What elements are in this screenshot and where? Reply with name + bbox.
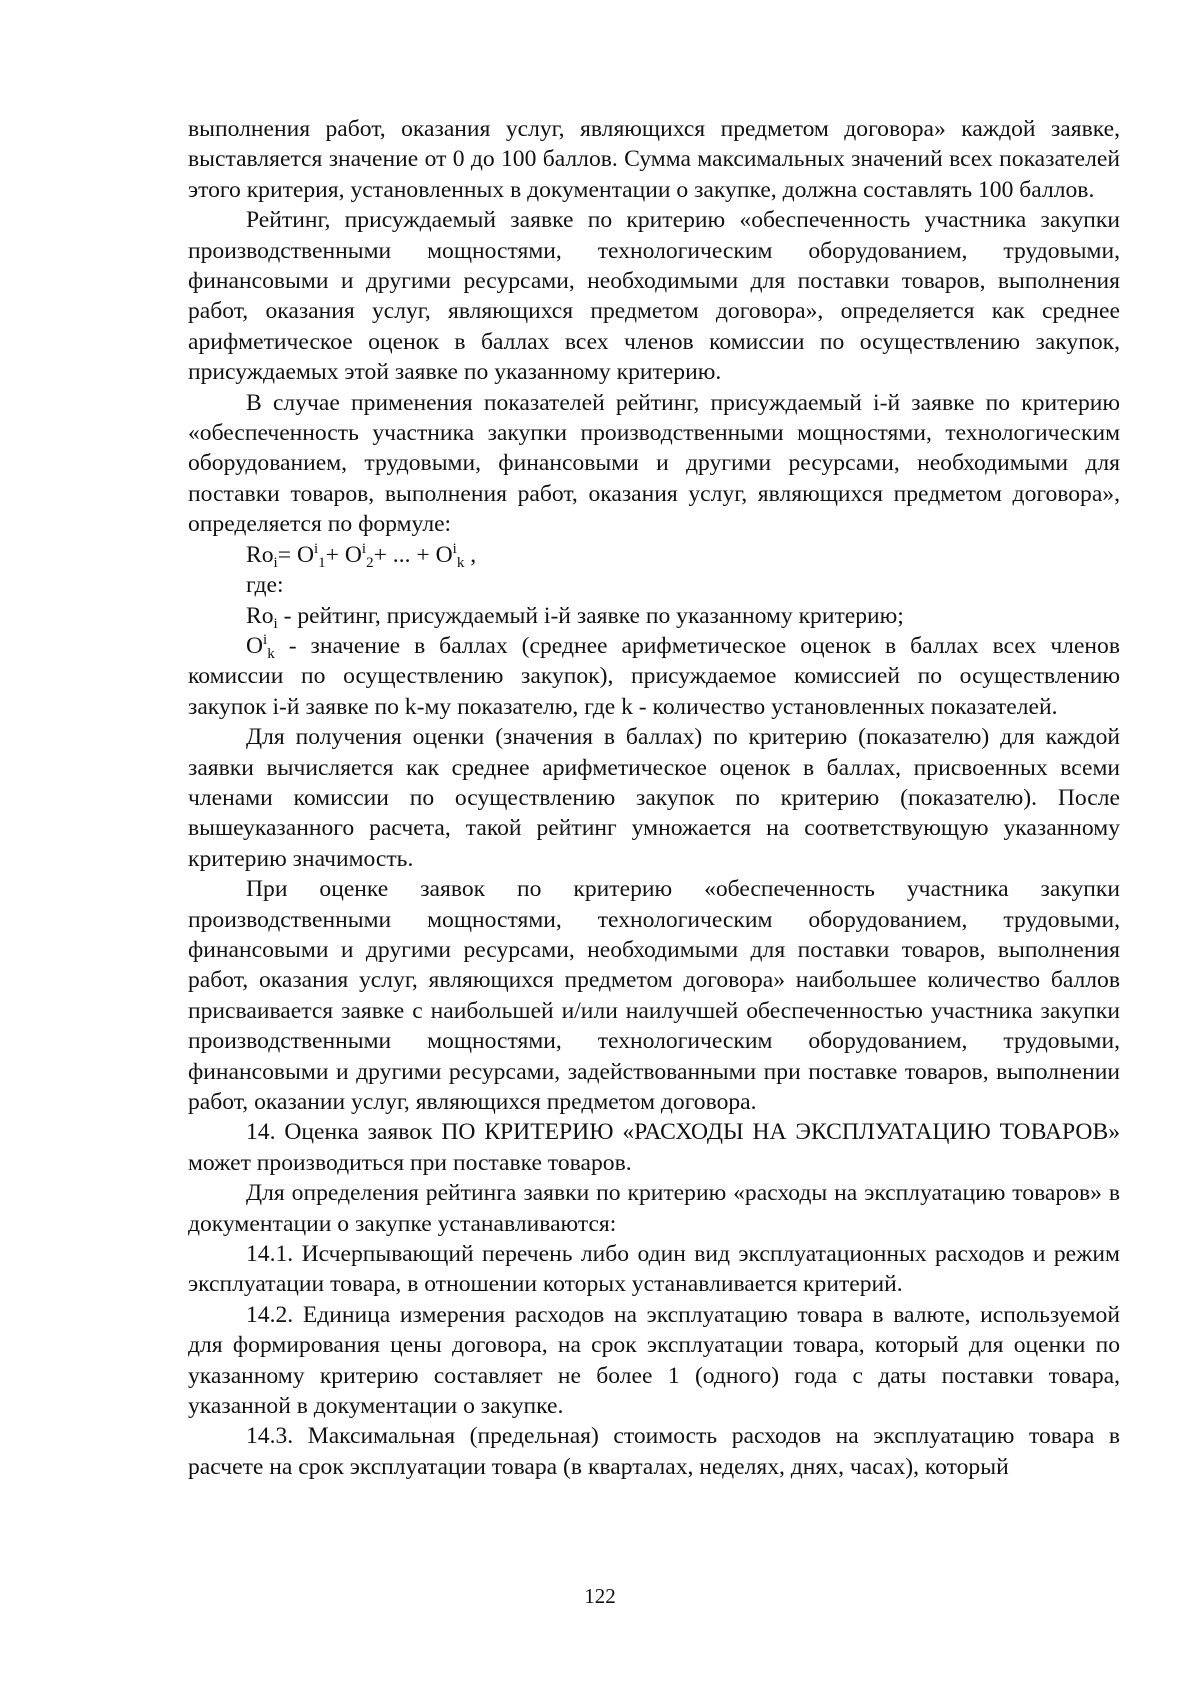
paragraph-10-item-14-3: 14.3. Максимальная (предельная) стоимость расходов на эксплуатацию товара в расчете на срок эксплуатации товара (в кварталах, неделях, днях, часах), который bbox=[188, 1423, 1120, 1480]
formula-plus: + bbox=[325, 541, 345, 568]
formula-o1-sup: i bbox=[313, 540, 319, 557]
paragraph-7: Для определения рейтинга заявки по критерию «расходы на эксплуатацию товаров» в документации о закупке устанавливаются: bbox=[188, 1180, 1120, 1237]
formula-o2-sup: i bbox=[361, 540, 367, 557]
definition-ok-sup: i bbox=[263, 631, 268, 648]
formula-o2: O bbox=[344, 541, 362, 568]
formula-ok: O bbox=[435, 541, 453, 568]
formula-dots: + ... + bbox=[373, 541, 436, 568]
formula-ro-sub: i bbox=[273, 554, 278, 571]
formula-eq: = bbox=[277, 541, 297, 568]
definition-ro bbox=[188, 601, 1120, 631]
definition-ok-symbol: O bbox=[246, 632, 264, 659]
definition-ok bbox=[188, 631, 1120, 722]
paragraph-2: Рейтинг, присуждаемый заявке по критерию «обеспеченность участника закупки производственными мощностями, технологическим оборудованием, трудовыми, финансовыми и другими ресурсами, необходимыми для поставки товаров, выполнения работ, оказания услуг, являющихся предметом договора», определяется как среднее арифметическое оценок в баллах всех членов комиссии по осуществлению закупок, присуждаемых этой заявке по указанному критерию. bbox=[188, 207, 1120, 386]
paragraph-9-item-14-2: 14.2. Единица измерения расходов на эксплуатацию товара в валюте, используемой для формирования цены договора, на срок эксплуатации товара, который для оценки по указанному критерию составляет не более 1 (одного) года с даты поставки товара, указанной в документации о закупке. bbox=[188, 1301, 1120, 1420]
formula-ok-sub: k bbox=[456, 554, 465, 571]
paragraph-3: В случае применения показателей рейтинг, присуждаемый i-й заявке по критерию «обеспеченность участника закупки производственными мощностями, технологическим оборудованием, трудовыми, финансовыми и другими ресурсами, необходимыми для поставки товаров, выполнения работ, оказания услуг, являющихся предметом договора», определяется по формуле: bbox=[188, 389, 1120, 538]
formula-o1: O bbox=[296, 541, 314, 568]
definition-ro-symbol: Ro bbox=[246, 602, 274, 629]
document-body bbox=[188, 114, 1120, 1482]
definition-ro-sub: i bbox=[273, 615, 278, 632]
where-label: где: bbox=[246, 572, 284, 599]
paragraph-4: Для получения оценки (значения в баллах) по критерию (показателю) для каждой заявки вычисляется как среднее арифметическое оценок в баллах, присвоенных всеми членами комиссии по осуществлению закупок по критерию (показателю). После вышеуказанного расчета, такой рейтинг умножается на соответствующую указанному критерию значимость. bbox=[188, 724, 1120, 872]
paragraph-8-item-14-1: 14.1. Исчерпывающий перечень либо один вид эксплуатационных расходов и режим эксплуатации товара, в отношении которых устанавливается критерий. bbox=[188, 1241, 1120, 1298]
definition-ok-sub: k bbox=[267, 645, 275, 662]
rating-formula bbox=[188, 540, 1120, 570]
paragraph-6-section-14: 14. Оценка заявок ПО КРИТЕРИЮ «РАСХОДЫ НА ЭКСПЛУАТАЦИЮ ТОВАРОВ» может производиться при поставке товаров. bbox=[188, 1119, 1120, 1176]
formula-tail: , bbox=[464, 541, 477, 568]
definition-ro-text: - рейтинг, присуждаемый i-й заявке по указанному критерию; bbox=[277, 602, 904, 629]
definition-ok-text: - значение в баллах (среднее арифметическое оценок в баллах всех членов комиссии по осуществлению закупок), присуждаемое комиссией по осуществлению закупок i-й заявке по k-му показателю, где k - количество установленных показателей. bbox=[188, 632, 1120, 720]
formula-ok-sup: i bbox=[452, 540, 457, 557]
paragraph-1: выполнения работ, оказания услуг, являющихся предметом договора» каждой заявке, выставляется значение от 0 до 100 баллов. Сумма максимальных значений всех показателей этого критерия, установленных в документации о закупке, должна составлять 100 баллов. bbox=[188, 116, 1120, 203]
formula-ro: Ro bbox=[246, 541, 274, 568]
formula-o2-sub: 2 bbox=[366, 554, 374, 571]
formula-o1-sub: 1 bbox=[318, 554, 326, 571]
page-number: 122 bbox=[584, 1584, 616, 1608]
paragraph-5: При оценке заявок по критерию «обеспеченность участника закупки производственными мощностями, технологическим оборудованием, трудовыми, финансовыми и другими ресурсами, необходимыми для поставки товаров, выполнения работ, оказания услуг, являющихся предметом договора» наибольшее количество баллов присваивается заявке с наибольшей и/или наилучшей обеспеченностью участника закупки производственными мощностями, технологическим оборудованием, трудовыми, финансовыми и другими ресурсами, задействованными при поставке товаров, выполнении работ, оказании услуг, являющихся предметом договора. bbox=[188, 876, 1120, 1115]
